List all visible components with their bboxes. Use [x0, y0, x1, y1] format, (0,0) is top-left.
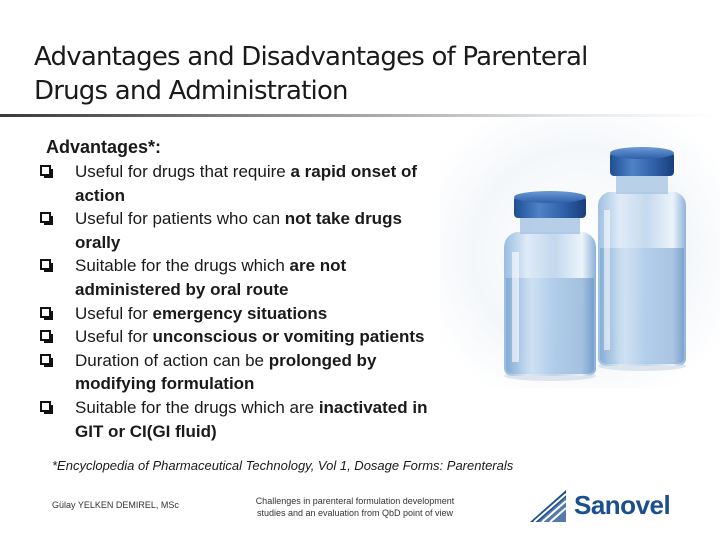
sanovel-logo	[528, 488, 708, 524]
list-item-continuation: action	[75, 185, 126, 205]
footnote-citation: *Encyclopedia of Pharmaceutical Technology, Vol 1, Dosage Forms: Parenterals	[52, 458, 514, 473]
advantages-heading: Advantages*:	[46, 137, 162, 157]
checkbox-bullet-icon	[40, 330, 51, 341]
short-vial	[504, 191, 596, 381]
slide-title-line-1: Advantages and Disadvantages of Parenteral	[34, 42, 588, 72]
checkbox-bullet-icon	[40, 259, 51, 270]
checkbox-bullet-icon	[40, 307, 51, 318]
footer-presentation-title	[240, 495, 470, 519]
list-item: Useful for drugs that require a rapid onset of	[38, 160, 508, 184]
checkbox-bullet-icon	[40, 212, 51, 223]
checkbox-bullet-icon	[40, 401, 51, 412]
checkbox-bullet-icon	[40, 354, 51, 365]
footer-title-line-1: Challenges in parenteral formulation development	[255, 496, 455, 506]
tall-vial	[598, 147, 686, 371]
slide-title	[34, 40, 684, 108]
list-item: Useful for unconscious or vomiting patients	[38, 325, 508, 349]
list-item: Useful for patients who can not take drugs	[38, 207, 508, 231]
list-item-continuation: modifying formulation	[75, 374, 255, 394]
footer-author: Gülay YELKEN DEMIREL, MSc	[52, 500, 179, 510]
sanovel-logo-mark-icon	[528, 488, 568, 524]
list-item: Suitable for the drugs which are inactivated in	[38, 396, 508, 420]
list-item: Duration of action can be prolonged by	[38, 349, 508, 373]
advantages-list	[38, 160, 508, 443]
checkbox-bullet-icon	[40, 165, 51, 176]
footer-title-line-2: studies and an evaluation from QbD point of view	[256, 508, 454, 518]
list-item: Useful for emergency situations	[38, 302, 508, 326]
list-item: Suitable for the drugs which are not	[38, 254, 508, 278]
list-item-continuation: administered by oral route	[75, 279, 289, 299]
slide-title-line-2: Drugs and Administration	[34, 76, 348, 106]
list-item-continuation: GIT or CI(GI fluid)	[75, 421, 217, 441]
list-item-continuation: orally	[75, 232, 121, 252]
sanovel-logo-text: Sanovel	[574, 490, 671, 520]
title-divider	[0, 114, 720, 117]
